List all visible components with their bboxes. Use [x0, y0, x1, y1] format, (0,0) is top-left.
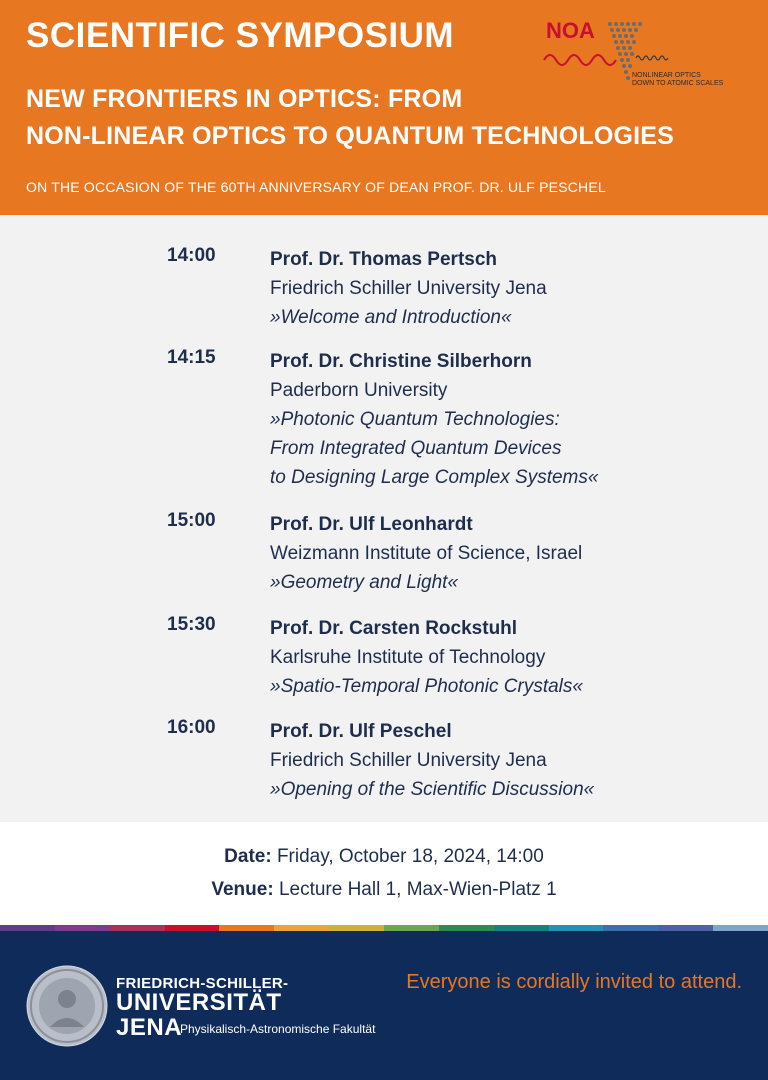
header-banner — [0, 0, 768, 215]
noa-logo-icon — [540, 14, 760, 94]
entry-talk-title: »Spatio-Temporal Photonic Crystals« — [270, 676, 583, 697]
date-row — [0, 846, 768, 868]
entry-details — [270, 717, 594, 804]
date-label: Date: — [224, 846, 272, 867]
entry-talk-title: »Photonic Quantum Technologies: — [270, 409, 560, 430]
footer — [0, 931, 768, 1080]
entry-talk-title: »Geometry and Light« — [270, 572, 459, 593]
university-name-line-2: UNIVERSITÄT — [116, 989, 282, 1016]
date-value: Friday, October 18, 2024, 14:00 — [276, 846, 544, 867]
university-seal-icon — [26, 965, 108, 1047]
program-schedule — [0, 215, 768, 822]
entry-talk-title: »Welcome and Introduction« — [270, 307, 512, 328]
subtitle-line-2: NON-LINEAR OPTICS TO QUANTUM TECHNOLOGIES — [26, 122, 675, 150]
entry-time: 15:30 — [167, 614, 216, 635]
entry-details — [270, 347, 598, 492]
event-info — [0, 822, 768, 925]
entry-speaker: Prof. Dr. Ulf Leonhardt — [270, 514, 473, 535]
venue-value: Lecture Hall 1, Max-Wien-Platz 1 — [278, 879, 557, 900]
entry-institution: Friedrich Schiller University Jena — [270, 750, 547, 771]
entry-speaker: Prof. Dr. Carsten Rockstuhl — [270, 618, 518, 639]
entry-time: 15:00 — [167, 510, 216, 531]
entry-details — [270, 614, 583, 701]
entry-time: 16:00 — [167, 717, 216, 738]
university-name-line-1: FRIEDRICH-SCHILLER- — [116, 975, 289, 992]
page-title: SCIENTIFIC SYMPOSIUM — [26, 16, 455, 55]
logo-caption-line-1: NONLINEAR OPTICS — [632, 72, 701, 79]
invitation-text: Everyone is cordially invited to attend. — [406, 971, 742, 993]
entry-talk-title: to Designing Large Complex Systems« — [270, 467, 599, 488]
entry-institution: Friedrich Schiller University Jena — [270, 278, 547, 299]
entry-talk-title: »Opening of the Scientific Discussion« — [270, 779, 595, 800]
entry-institution: Weizmann Institute of Science, Israel — [270, 543, 583, 564]
entry-details — [270, 245, 547, 332]
entry-institution: Karlsruhe Institute of Technology — [270, 647, 546, 668]
occasion-text: ON THE OCCASION OF THE 60TH ANNIVERSARY OF DEAN PROF. DR. ULF PESCHEL — [26, 179, 606, 195]
venue-label: Venue: — [211, 879, 274, 900]
entry-details — [270, 510, 582, 597]
logo-name: NOA — [546, 18, 595, 43]
entry-time: 14:00 — [167, 245, 216, 266]
entry-speaker: Prof. Dr. Ulf Peschel — [270, 721, 452, 742]
entry-talk-title: From Integrated Quantum Devices — [270, 438, 562, 459]
faculty-name: Physikalisch-Astronomische Fakultät — [180, 1022, 376, 1036]
logo-caption — [632, 72, 723, 88]
entry-speaker: Prof. Dr. Thomas Pertsch — [270, 249, 498, 270]
venue-row — [0, 879, 768, 901]
logo-caption-line-2: DOWN TO ATOMIC SCALES — [632, 80, 724, 87]
entry-speaker: Prof. Dr. Christine Silberhorn — [270, 351, 532, 372]
entry-institution: Paderborn University — [270, 380, 448, 401]
entry-time: 14:15 — [167, 347, 216, 368]
subtitle-line-1: NEW FRONTIERS IN OPTICS: FROM — [26, 85, 463, 113]
university-name-line-3: JENA — [116, 1014, 183, 1041]
